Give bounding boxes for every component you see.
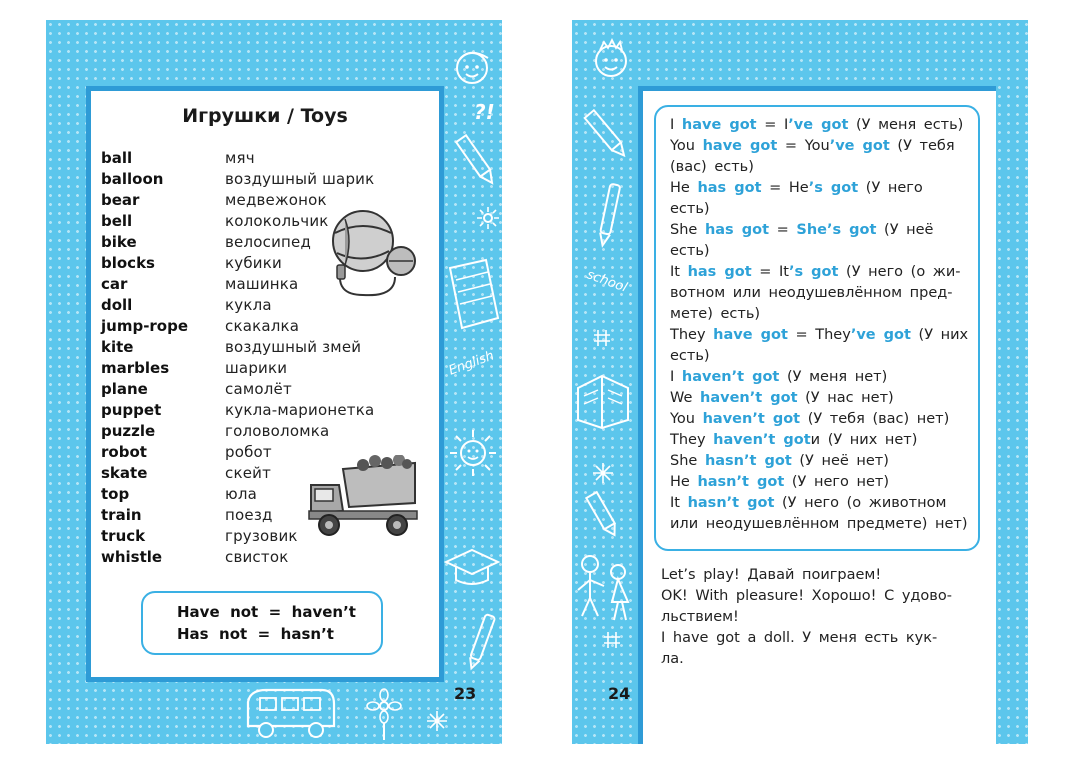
bus-doodle [242,684,340,740]
vocabulary-row [101,547,374,568]
grammar-text: есть) [670,348,710,364]
page-title: Игрушки / Toys [182,105,348,127]
vocab-english-word: top [101,485,130,503]
grammar-text: (У них [910,327,969,343]
dialogue-line: OK! With pleasure! Хорошо! С удово- [661,588,952,604]
grammar-highlight: have got [713,327,788,343]
grammar-text: (У меня нет) [779,369,888,385]
grammar-line [670,472,968,493]
grammar-line [670,346,968,367]
grammar-text: (вас) есть) [670,159,754,175]
hash-lower-doodle [602,630,622,650]
grad-cap-doodle [442,546,502,592]
grammar-text: It [670,495,688,511]
flower-doodle [364,688,404,742]
grammar-text: вотном или неодушевлённом пред- [670,285,953,301]
grammar-text: They [670,432,714,448]
grammar-line [670,430,968,451]
grammar-highlight: ’s got [788,264,839,280]
grammar-highlight: haven’t got [702,411,801,427]
contractions-box [141,591,383,655]
vocab-english-word: bell [101,212,133,230]
vocab-english-word: whistle [101,548,163,566]
open-book-doodle [446,258,502,338]
sun-small-doodle [476,206,500,230]
grammar-highlight: ’s got [808,180,859,196]
girl-face-doodle [448,40,498,90]
vocab-russian-translation: робот [225,443,272,461]
grammar-highlight: has got [687,264,752,280]
grammar-line [670,451,968,472]
grammar-highlight: hasn’t got [697,474,785,490]
book-right-doodle [572,368,634,432]
grammar-card [638,86,996,744]
grammar-text: или неодушевлённом предмете) нет) [670,516,968,532]
vocabulary-row [101,421,374,442]
grammar-text: (У тебя [889,138,955,154]
vocab-russian-translation: медвежонок [225,191,327,209]
vocabulary-row [101,337,374,358]
grammar-line [670,367,968,388]
vocab-english-word: ball [101,149,133,167]
vocab-english-word: robot [101,443,147,461]
grammar-text: = You [777,138,830,154]
grammar-line [670,409,968,430]
grammar-line [670,493,968,514]
grammar-highlight: ’ve got [829,138,890,154]
vocab-russian-translation: мяч [225,149,255,167]
grammar-line [670,304,968,325]
grammar-text: She [670,222,705,238]
grammar-text: (У неё [876,222,934,238]
grammar-line [670,514,968,535]
grammar-text: = [769,222,797,238]
grammar-text: (У тебя (вас) нет) [800,411,950,427]
kids-doodle [572,550,638,630]
vocabulary-row [101,379,374,400]
contraction-has-not: Has not = hasn’t [177,625,334,643]
grammar-highlight: ’ve got [850,327,911,343]
grammar-text: (У него (о жи- [838,264,961,280]
grammar-text: (У меня есть) [848,117,964,133]
grammar-text: (У нас нет) [797,390,894,406]
grammar-line [670,136,968,157]
grammar-highlight: has got [697,180,762,196]
grammar-text: (У него (о животном [774,495,947,511]
grammar-box [654,105,980,551]
grammar-highlight: haven’t got [681,369,780,385]
grammar-text: = It [751,264,789,280]
vocab-russian-translation: скейт [225,464,272,482]
vocab-russian-translation: воздушный шарик [225,170,375,188]
grammar-highlight: have got [702,138,778,154]
star-doodle [426,710,448,732]
grammar-line [670,241,968,262]
vocabulary-row [101,358,374,379]
grammar-text: He [670,474,698,490]
vocab-russian-translation: кукла [225,296,272,314]
vocab-english-word: marbles [101,359,170,377]
vocab-english-word: doll [101,296,133,314]
grammar-text: (У него нет) [784,474,889,490]
vocab-english-word: puzzle [101,422,156,440]
left-page [46,20,502,744]
hash-doodle [592,328,612,348]
grammar-highlight: hasn’t got [704,453,792,469]
vocab-english-word: blocks [101,254,155,272]
vocab-english-word: train [101,506,142,524]
vocab-russian-translation: кубики [225,254,282,272]
vocab-english-word: balloon [101,170,164,188]
vocab-english-word: car [101,275,128,293]
vocab-russian-translation: самолёт [225,380,292,398]
dialogue-line: Let’s play! Давай поиграем! [661,567,882,583]
sparkle-doodle [592,462,614,484]
contraction-have-not: Have not = haven’t [177,603,356,621]
vocab-english-word: kite [101,338,134,356]
page-number-right: 24 [608,684,631,703]
boy-face-doodle [586,34,636,84]
vocab-english-word: bike [101,233,137,251]
toys-vocabulary-card [86,86,444,682]
grammar-text: I [670,369,682,385]
grammar-text: You [670,138,703,154]
grammar-text: He [670,180,698,196]
grammar-text: (У него [858,180,923,196]
grammar-text: и (У них нет) [810,432,918,448]
vocab-russian-translation: воздушный змей [225,338,362,356]
grammar-line [670,283,968,304]
vocabulary-row [101,169,374,190]
grammar-line [670,388,968,409]
grammar-highlight: have got [681,117,757,133]
vocab-english-word: plane [101,380,148,398]
grammar-text: They [670,327,714,343]
school-doodle: school [584,267,629,296]
dialogue-text [661,565,977,670]
dialogue-line: I have got a doll. У меня есть кук- [661,630,938,646]
pencil-lower-doodle [578,490,628,540]
grammar-text: = I [756,117,789,133]
vocabulary-row [101,316,374,337]
grammar-line [670,325,968,346]
grammar-line [670,115,968,136]
vocab-russian-translation: свисток [225,548,289,566]
pen-doodle [466,610,496,674]
vocab-russian-translation: грузовик [225,527,298,545]
vocab-russian-translation: поезд [225,506,273,524]
grammar-line [670,199,968,220]
grammar-highlight: haven’t got [700,390,798,406]
vocab-russian-translation: машинка [225,275,299,293]
grammar-text: = They [787,327,851,343]
grammar-text: есть) [670,201,710,217]
grammar-highlight: has got [704,222,769,238]
grammar-highlight: ’ve got [788,117,849,133]
vocab-english-word: truck [101,527,146,545]
right-page [572,20,1028,744]
vocabulary-row [101,400,374,421]
grammar-line [670,262,968,283]
page-number-left: 23 [454,684,477,703]
vocab-russian-translation: скакалка [225,317,300,335]
grammar-line [670,178,968,199]
vocab-russian-translation: кукла-марионетка [225,401,375,419]
grammar-line [670,157,968,178]
grammar-text: We [670,390,701,406]
pencil-right-doodle [576,104,636,164]
vocab-english-word: jump-rope [101,317,189,335]
vocab-english-word: skate [101,464,148,482]
truck-illustration [303,455,423,545]
grammar-text: It [670,264,688,280]
grammar-line [670,220,968,241]
grammar-highlight: She’s got [796,222,877,238]
english-doodle: English [446,348,497,379]
grammar-text: You [670,411,703,427]
grammar-text: I [670,117,682,133]
vocab-russian-translation: юла [225,485,258,503]
grammar-text: She [670,453,705,469]
vocab-english-word: puppet [101,401,162,419]
vocab-russian-translation: велосипед [225,233,312,251]
grammar-highlight: haven’t got [713,432,811,448]
vocab-russian-translation: колокольчик [225,212,329,230]
pencil-doodle [454,130,498,190]
dialogue-line: льствием! [661,609,739,625]
pen-right-doodle [594,180,624,250]
vocab-russian-translation: головоломка [225,422,330,440]
dialogue-line: ла. [661,651,684,667]
vocab-russian-translation: шарики [225,359,288,377]
grammar-text: есть) [670,243,710,259]
question-doodle: ?! [474,100,495,124]
grammar-highlight: hasn’t got [687,495,775,511]
ball-illustration [323,199,423,313]
grammar-text: (У неё нет) [791,453,889,469]
vocabulary-row [101,148,374,169]
grammar-text: мете) есть) [670,306,761,322]
vocab-english-word: bear [101,191,140,209]
grammar-text: = He [761,180,809,196]
sun-face-doodle [448,428,498,478]
